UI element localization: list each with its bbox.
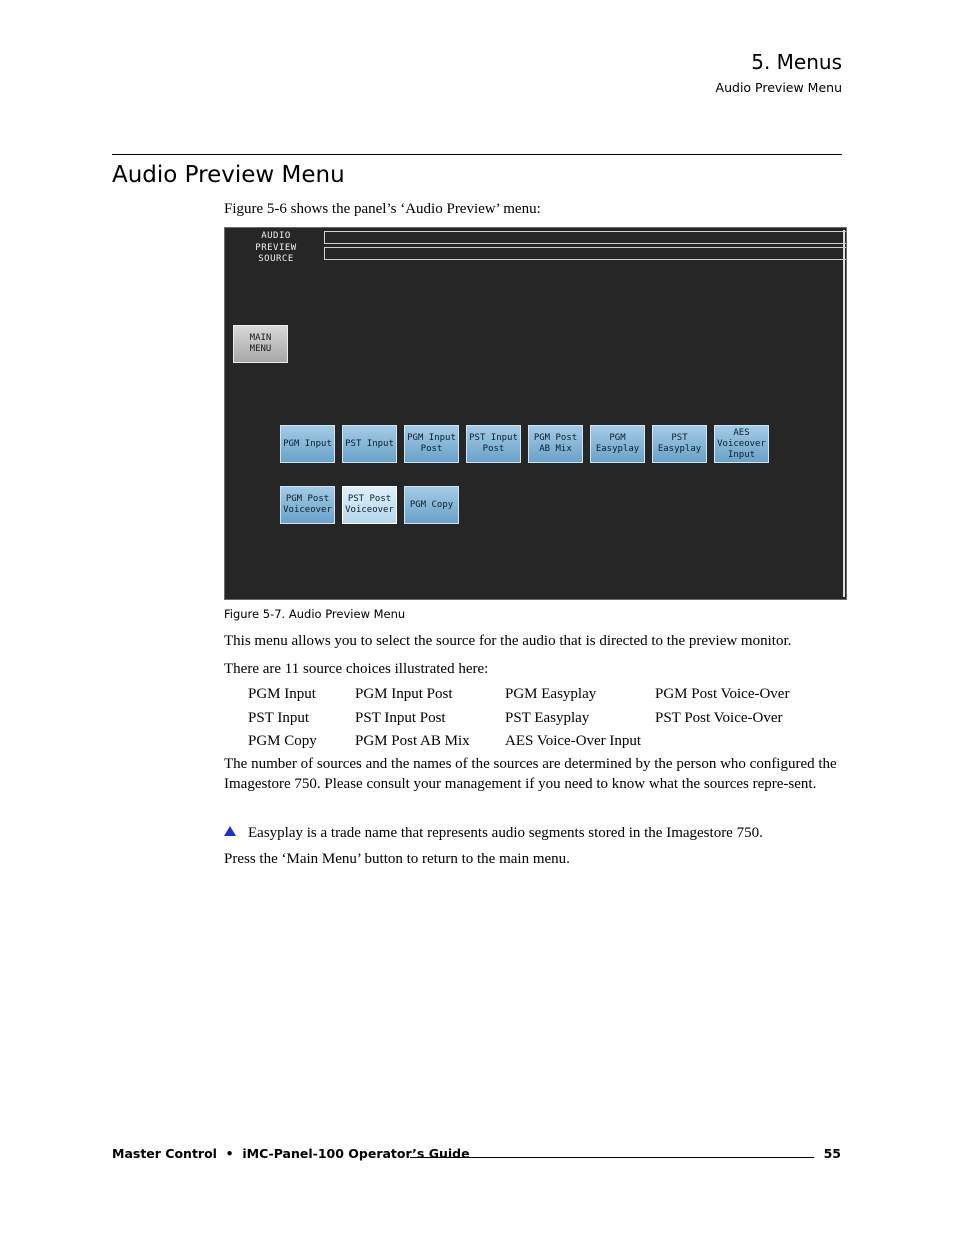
top-rule (112, 154, 842, 155)
source-list-item: PGM Easyplay (505, 686, 597, 702)
source-button-pst-easyplay[interactable]: PST Easyplay (652, 425, 707, 463)
audio-preview-source-label: AUDIO PREVIEW SOURCE (255, 231, 297, 264)
source-list-item: PST Post Voice-Over (655, 709, 783, 726)
intro-paragraph: Figure 5-6 shows the panel’s ‘Audio Preview’ menu: (224, 201, 541, 217)
paragraph-2: There are 11 source choices illustrated here: (224, 661, 489, 677)
source-button-pst-post-voiceover[interactable]: PST Post Voiceover (342, 486, 397, 524)
header-chapter: 5. Menus (751, 50, 842, 74)
source-name-field-1 (324, 231, 846, 244)
footer-rule (410, 1157, 814, 1158)
triangle-up-icon (224, 826, 236, 836)
source-button-pgm-input-post[interactable]: PGM Input Post (404, 425, 459, 463)
source-button-pgm-easyplay[interactable]: PGM Easyplay (590, 425, 645, 463)
source-list-item: PST Input Post (355, 709, 446, 726)
audio-preview-screen (224, 227, 847, 600)
screen-right-edge (843, 230, 845, 597)
source-button-pgm-post-voiceover[interactable]: PGM Post Voiceover (280, 486, 335, 524)
main-menu-button[interactable]: MAIN MENU (233, 325, 288, 363)
source-name-field-2 (324, 247, 846, 260)
source-list-column-1 (248, 683, 317, 754)
footer-title: Master Control • iMC-Panel-100 Operator’s Guide (112, 1146, 470, 1161)
note-text: Easyplay is a trade name that represents audio segments stored in the Imagestore 750. (248, 825, 763, 841)
paragraph-4: Press the ‘Main Menu’ button to return to the main menu. (224, 851, 570, 867)
header-section: Audio Preview Menu (715, 80, 842, 95)
source-list-item: PGM Post Voice-Over (655, 686, 790, 702)
source-button-pgm-input[interactable]: PGM Input (280, 425, 335, 463)
source-list-item: PGM Input Post (355, 686, 453, 702)
source-list-item: PGM Input (248, 686, 316, 702)
source-list-item: PST Input (248, 709, 309, 726)
figure-caption: Figure 5-7. Audio Preview Menu (224, 607, 406, 621)
section-title: Audio Preview Menu (112, 162, 345, 188)
source-button-pst-input-post[interactable]: PST Input Post (466, 425, 521, 463)
source-button-pgm-post-ab-mix[interactable]: PGM Post AB Mix (528, 425, 583, 463)
source-button-aes-voiceover-input[interactable]: AES Voiceover Input (714, 425, 769, 463)
page-number: 55 (823, 1146, 841, 1161)
source-list-item: PGM Post AB Mix (355, 733, 470, 749)
source-list-column-2 (355, 683, 470, 754)
paragraph-1: This menu allows you to select the source for the audio that is directed to the preview monitor. (224, 633, 792, 649)
paragraph-3: The number of sources and the names of the sources are determined by the person who configured the Imagestore 750. Please consult your management if you need to know what the sources repre-sent. (224, 756, 837, 792)
source-list-item: PGM Copy (248, 733, 317, 749)
source-button-pst-input[interactable]: PST Input (342, 425, 397, 463)
source-list-column-3 (505, 683, 641, 754)
source-list-item: AES Voice-Over Input (505, 733, 642, 749)
source-list-item: PST Easyplay (505, 709, 590, 726)
source-button-pgm-copy[interactable]: PGM Copy (404, 486, 459, 524)
source-list-column-4 (655, 683, 789, 730)
